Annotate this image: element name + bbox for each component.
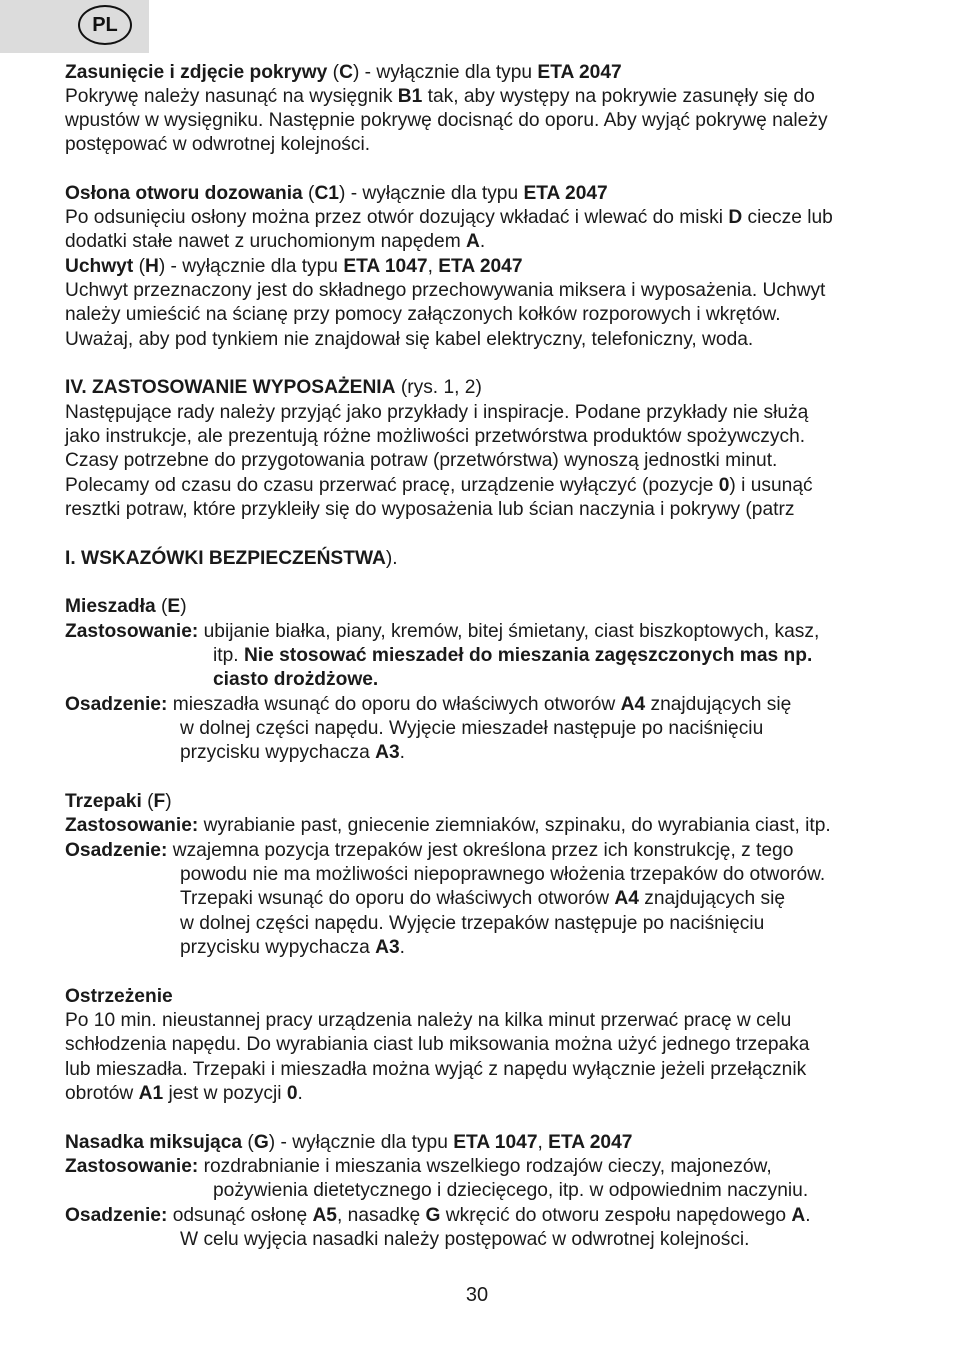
- text-line: [65, 449, 777, 473]
- bold-text: A: [791, 1205, 806, 1226]
- text-segment: Polecamy od czasu do czasu przerwać pracę, urządzenie wyłączyć (pozycje: [65, 475, 719, 496]
- text-segment: odsunąć osłonę: [167, 1205, 313, 1226]
- text-line: [180, 1228, 750, 1252]
- bold-text: IV. ZASTOSOWANIE WYPOSAŻENIA: [65, 377, 396, 398]
- bold-text: ETA 2047: [548, 1132, 633, 1153]
- language-badge: PL: [78, 5, 132, 45]
- text-segment: rozdrabnianie i mieszania wszelkiego rodzajów cieczy, majonezów,: [198, 1156, 772, 1177]
- text-segment: wyrabianie past, gniecenie ziemniaków, szpinaku, do wyrabiania ciast, itp.: [198, 815, 831, 836]
- text-segment: (rys. 1, 2): [395, 377, 482, 398]
- bold-text: E: [167, 596, 181, 617]
- text-line: [65, 85, 815, 109]
- subheading-trzepaki: [65, 790, 172, 814]
- text-line: [213, 1179, 808, 1203]
- bold-text: A5: [312, 1205, 337, 1226]
- text-line: [65, 255, 523, 279]
- bold-text: Zastosowanie:: [65, 621, 199, 642]
- text-segment: (: [302, 183, 315, 204]
- page-number: 30: [465, 1284, 489, 1306]
- text-line: [65, 206, 833, 230]
- bold-text: G: [425, 1205, 441, 1226]
- text-segment: .: [479, 231, 486, 252]
- text-segment: Po odsunięciu osłony można przez otwór dozujący wkładać i wlewać do miski: [65, 207, 729, 228]
- text-line: [65, 1033, 809, 1057]
- text-segment: Czasy potrzebne do przygotowania potraw (przetwórstwa) wynoszą jednostki minut.: [65, 450, 778, 471]
- text-line: [65, 230, 485, 254]
- bold-text: Nie stosować mieszadeł do mieszania zagęszczonych mas np.: [243, 645, 813, 666]
- text-line: [180, 887, 785, 911]
- text-segment: ).: [385, 548, 398, 569]
- bold-text: 0: [718, 475, 730, 496]
- text-segment: powodu nie ma możliwości niepoprawnego włożenia trzepaków do otworów.: [180, 864, 826, 885]
- text-line: [65, 814, 831, 838]
- bold-text: Nasadka miksująca: [65, 1132, 243, 1153]
- bold-text: Uchwyt: [65, 256, 134, 277]
- bold-text: Zastosowanie:: [65, 1156, 199, 1177]
- text-line: [180, 936, 405, 960]
- text-segment: ) - wyłącznie dla typu: [158, 256, 344, 277]
- text-segment: ): [165, 791, 172, 812]
- text-segment: (: [155, 596, 168, 617]
- bold-text: I. WSKAZÓWKI BEZPIECZEŃSTWA: [65, 548, 386, 569]
- text-segment: jako instrukcje, ale prezentują różne możliwości przetwórstwa produktów spożywczych.: [65, 426, 806, 447]
- text-line: [65, 1082, 303, 1106]
- text-segment: (: [242, 1132, 254, 1153]
- text-segment: ,: [537, 1132, 549, 1153]
- bold-text: D: [728, 207, 743, 228]
- text-segment: resztki potraw, które przykleiły się do wyposażenia lub ścian naczynia i pokrywy (patrz: [65, 499, 795, 520]
- text-line: [65, 425, 805, 449]
- subheading-ostrzezenie: [65, 985, 173, 1009]
- bold-text: Zastosowanie:: [65, 815, 199, 836]
- bold-text: Osłona otworu dozowania: [65, 183, 303, 204]
- text-segment: ): [180, 596, 187, 617]
- text-segment: .: [297, 1083, 303, 1104]
- bold-text: A4: [620, 694, 646, 715]
- text-line: [180, 912, 764, 936]
- text-segment: .: [399, 937, 406, 958]
- text-segment: ubijanie białka, piany, kremów, bitej śmietany, ciast biszkoptowych, kasz,: [198, 621, 820, 642]
- text-segment: .: [805, 1205, 811, 1226]
- text-segment: Uchwyt przeznaczony jest do składnego przechowywania miksera i wyposażenia. Uchwyt: [65, 280, 826, 301]
- text-segment: w dolnej części napędu. Wyjęcie mieszadeł następuje po naciśnięciu: [180, 718, 764, 739]
- section-heading: [65, 376, 482, 400]
- text-segment: wkręcić do otworu zespołu napędowego: [440, 1205, 792, 1226]
- text-line: [180, 717, 763, 741]
- text-line: [65, 620, 819, 644]
- bold-text: Osadzenie:: [65, 840, 168, 861]
- text-segment: w dolnej części napędu. Wyjęcie trzepaków następuje po naciśnięciu: [180, 913, 765, 934]
- text-segment: pożywienia dietetycznego i dziecięcego, itp. w odpowiednim naczyniu.: [213, 1180, 809, 1201]
- subheading-mieszadla: [65, 595, 187, 619]
- text-segment: dodatki stałe nawet z uruchomionym napędem: [65, 231, 467, 252]
- bold-text: H: [144, 256, 159, 277]
- bold-text: A3: [375, 742, 400, 763]
- text-segment: wpustów w wysięgniku. Następnie pokrywę docisnąć do oporu. Aby wyjąć pokrywę należy: [65, 110, 828, 131]
- bold-text: G: [253, 1132, 269, 1153]
- text-segment: lub mieszadła. Trzepaki i mieszadła można wyjąć z napędu wyłącznie jeżeli przełącznik: [65, 1059, 807, 1080]
- text-segment: Pokrywę należy nasunąć na wysięgnik: [65, 86, 398, 107]
- bold-text: A1: [138, 1083, 164, 1104]
- bold-text: Ostrzeżenie: [65, 986, 173, 1007]
- text-segment: wzajemna pozycja trzepaków jest określona przez ich konstrukcję, z tego: [167, 840, 794, 861]
- bold-text: 0: [286, 1083, 298, 1104]
- text-line: [65, 303, 781, 327]
- bold-text: ciasto drożdżowe.: [213, 669, 379, 690]
- text-segment: (: [327, 62, 340, 83]
- language-tab: [0, 0, 149, 53]
- bold-text: A3: [375, 937, 400, 958]
- text-segment: znajdujących się: [645, 694, 792, 715]
- text-segment: , nasadkę: [336, 1205, 426, 1226]
- text-line: [180, 741, 405, 765]
- text-segment: przycisku wypychacza: [180, 937, 376, 958]
- text-segment: należy umieścić na ścianę przy pomocy załączonych kołków rozporowych i wkrętów.: [65, 304, 781, 325]
- text-segment: ciecze lub: [742, 207, 833, 228]
- text-segment: postępować w odwrotnej kolejności.: [65, 134, 371, 155]
- bold-text: A4: [614, 888, 639, 909]
- text-line: [65, 1009, 791, 1033]
- text-segment: itp.: [213, 645, 244, 666]
- text-segment: ,: [427, 256, 439, 277]
- text-segment: ) - wyłącznie dla typu: [338, 183, 524, 204]
- text-segment: (: [141, 791, 154, 812]
- text-line: [65, 474, 813, 498]
- text-line: [65, 1155, 772, 1179]
- bold-text: F: [153, 791, 166, 812]
- text-segment: .: [399, 742, 406, 763]
- bold-text: Zasunięcie i zdjęcie pokrywy: [65, 62, 328, 83]
- text-segment: W celu wyjęcia nasadki należy postępować w odwrotnej kolejności.: [180, 1229, 750, 1250]
- text-line: [180, 863, 825, 887]
- text-line: [65, 693, 791, 717]
- text-line: [65, 328, 753, 352]
- subheading-nasadka: [65, 1131, 632, 1155]
- bold-text: Osadzenie:: [65, 694, 168, 715]
- text-segment: Następujące rady należy przyjąć jako przykłady i inspiracje. Podane przykłady nie służą: [65, 402, 809, 423]
- text-line: [213, 644, 812, 668]
- bold-text: A: [466, 231, 480, 252]
- bold-text: ETA 1047: [343, 256, 428, 277]
- bold-text: C1: [314, 183, 339, 204]
- bold-text: ETA 2047: [523, 183, 608, 204]
- text-line: [65, 547, 398, 571]
- bold-text: C: [339, 62, 353, 83]
- text-line: [65, 498, 794, 522]
- bold-text: Trzepaki: [65, 791, 142, 812]
- text-line: [65, 133, 370, 157]
- text-segment: schłodzenia napędu. Do wyrabiania ciast lub miksowania można użyć jednego trzepaka: [65, 1034, 810, 1055]
- bold-text: Mieszadła: [65, 596, 156, 617]
- bold-text: ETA 2047: [537, 62, 622, 83]
- text-segment: przycisku wypychacza: [180, 742, 376, 763]
- text-line: [65, 401, 808, 425]
- text-line: [65, 279, 825, 303]
- text-segment: obrotów: [65, 1083, 139, 1104]
- text-line: [65, 61, 622, 85]
- text-segment: Trzepaki wsunąć do oporu do właściwych otworów: [180, 888, 615, 909]
- text-segment: (: [133, 256, 145, 277]
- bold-text: ETA 2047: [438, 256, 523, 277]
- text-line: [65, 1204, 811, 1228]
- text-segment: ) i usunąć: [729, 475, 813, 496]
- text-line: [65, 839, 793, 863]
- text-segment: Uważaj, aby pod tynkiem nie znajdował się kabel elektryczny, telefoniczny, woda.: [65, 329, 754, 350]
- text-segment: ) - wyłącznie dla typu: [268, 1132, 454, 1153]
- text-line: [65, 109, 828, 133]
- text-segment: jest w pozycji: [163, 1083, 287, 1104]
- text-segment: tak, aby występy na pokrywie zasunęły się do: [422, 86, 815, 107]
- bold-text: B1: [397, 86, 423, 107]
- bold-text: Osadzenie:: [65, 1205, 168, 1226]
- text-segment: ) - wyłącznie dla typu: [352, 62, 538, 83]
- text-segment: znajdujących się: [638, 888, 786, 909]
- text-segment: mieszadła wsunąć do oporu do właściwych otworów: [167, 694, 621, 715]
- text-line: [65, 1058, 806, 1082]
- bold-text: ETA 1047: [453, 1132, 538, 1153]
- text-line: [213, 668, 378, 692]
- text-segment: Po 10 min. nieustannej pracy urządzenia należy na kilka minut przerwać pracę w celu: [65, 1010, 792, 1031]
- text-line: [65, 182, 608, 206]
